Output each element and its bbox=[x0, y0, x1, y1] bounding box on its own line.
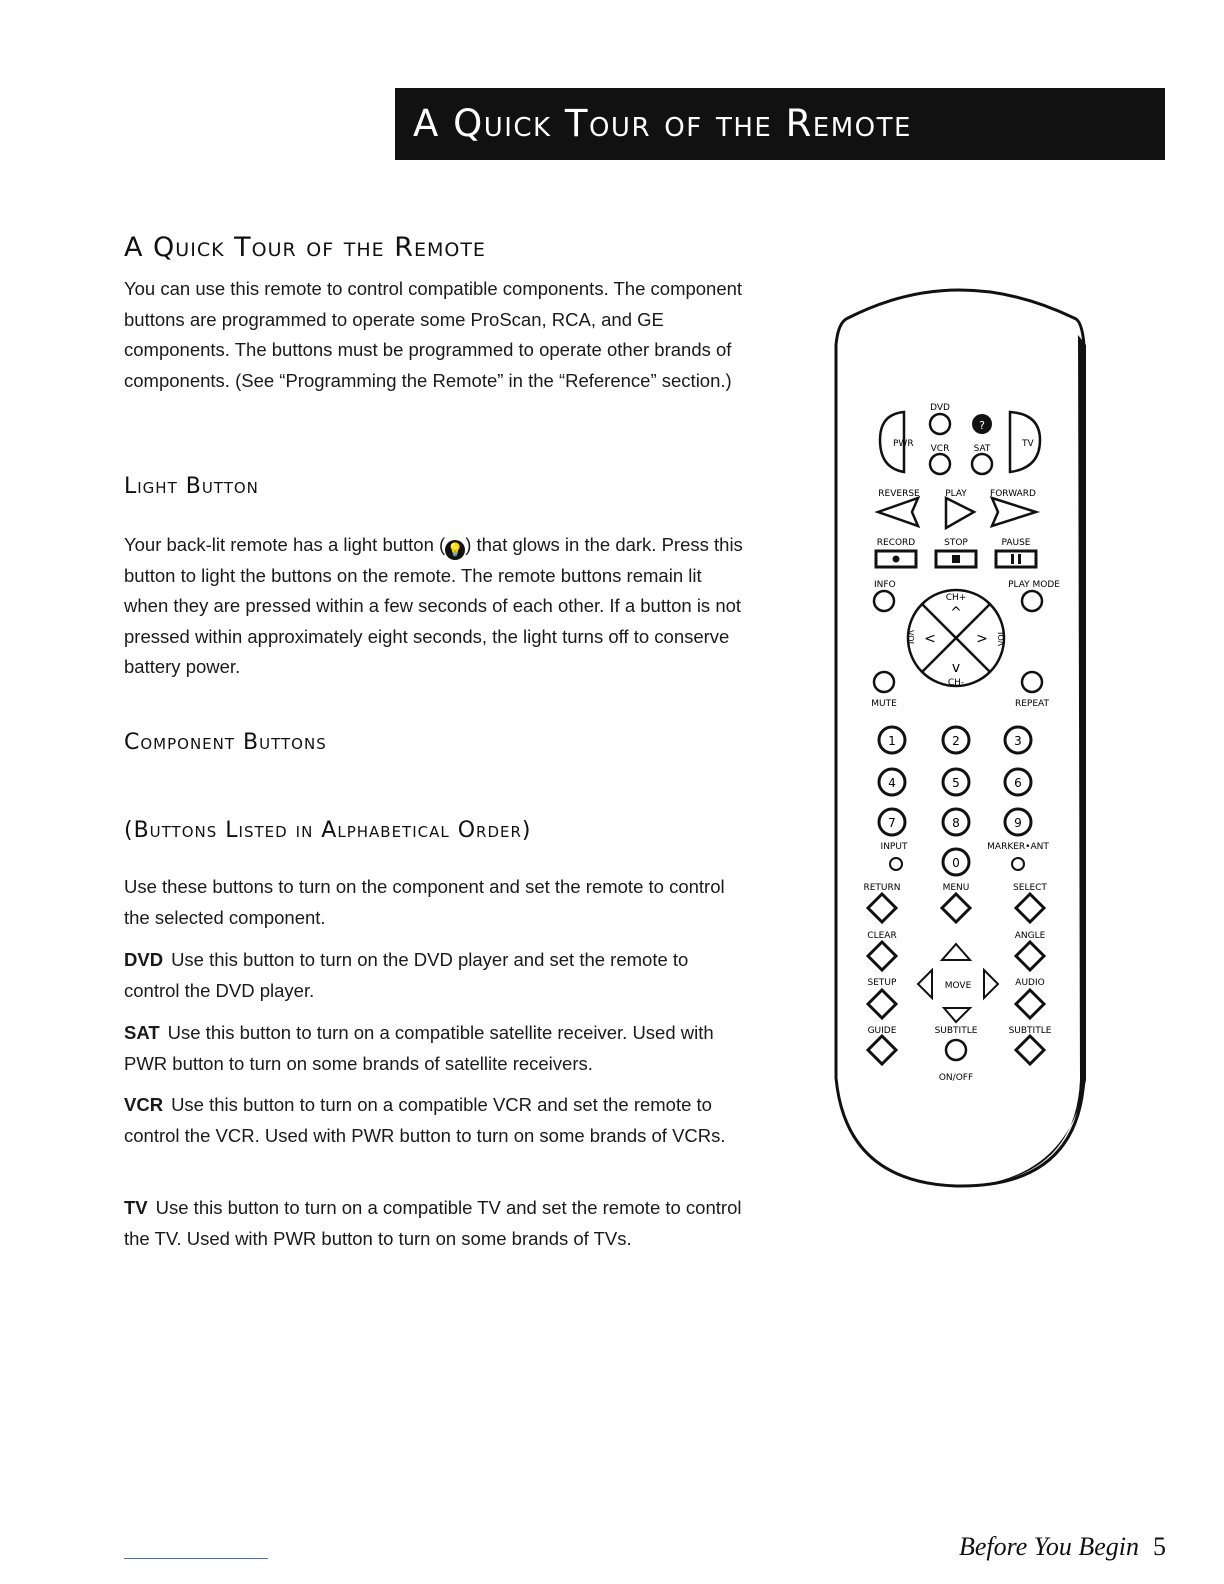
label-select: SELECT bbox=[1013, 883, 1047, 893]
label-on-off: ON/OFF bbox=[938, 1073, 974, 1083]
info-button[interactable] bbox=[874, 591, 894, 611]
digit-2: 2 bbox=[952, 734, 960, 748]
component-item-tv: TV Use this button to turn on a compatible TV and set the remote to control the TV. Used with PWR button to turn on some brands of TVs. bbox=[124, 1197, 742, 1249]
sat-button[interactable] bbox=[972, 454, 992, 474]
light-button-paragraph: Your back-lit remote has a light button ( 💡 ) that glows in the dark. Press this button to light the buttons on the remote. The remote buttons remain lit when they are pressed within a few seconds of each other. If a button is not pressed within approximately eight seconds, the light turns off to conserve battery power. bbox=[124, 534, 743, 678]
digit-7: 7 bbox=[888, 816, 896, 830]
dvd-button[interactable] bbox=[930, 414, 950, 434]
label-play-mode: PLAY MODE bbox=[1008, 580, 1060, 590]
digit-1: 1 bbox=[888, 734, 896, 748]
label-tv: TV bbox=[1022, 439, 1034, 449]
footer-rule bbox=[124, 1558, 268, 1559]
page-footer bbox=[959, 1532, 1166, 1562]
marker-ant-button[interactable] bbox=[1012, 858, 1024, 870]
component-item-vcr: VCR Use this button to turn on a compatible VCR and set the remote to control the VCR. Used with PWR button to turn on some brands of VCRs. bbox=[124, 1094, 726, 1146]
label-subtitle: SUBTITLE bbox=[1008, 1026, 1052, 1036]
label-ch-down: CH- bbox=[947, 678, 965, 688]
label-reverse: REVERSE bbox=[878, 489, 920, 499]
pause-button[interactable] bbox=[996, 551, 1036, 567]
label-play: PLAY bbox=[945, 489, 967, 499]
chevron-right-icon: > bbox=[976, 631, 988, 647]
label-repeat: REPEAT bbox=[1014, 699, 1050, 709]
digit-8: 8 bbox=[952, 816, 960, 830]
label-audio: AUDIO bbox=[1015, 978, 1045, 988]
play-mode-button[interactable] bbox=[1022, 591, 1042, 611]
digit-9: 9 bbox=[1014, 816, 1022, 830]
vcr-button[interactable] bbox=[930, 454, 950, 474]
label-clear: CLEAR bbox=[867, 931, 897, 941]
label-pause: PAUSE bbox=[1001, 538, 1031, 548]
component-item-dvd: DVD Use this button to turn on the DVD player and set the remote to control the DVD player. bbox=[124, 949, 689, 1001]
label-angle: ANGLE bbox=[1014, 931, 1046, 941]
page-number: 5 bbox=[1153, 1532, 1166, 1561]
label-return: RETURN bbox=[863, 883, 901, 893]
input-button[interactable] bbox=[890, 858, 902, 870]
remote-illustration bbox=[830, 270, 1100, 1200]
digit-3: 3 bbox=[1014, 734, 1022, 748]
digit-4: 4 bbox=[888, 776, 896, 790]
digit-6: 6 bbox=[1014, 776, 1022, 790]
label-mute: MUTE bbox=[871, 699, 897, 709]
chevron-left-icon: < bbox=[924, 631, 936, 647]
label-vol-right: VOL bbox=[997, 629, 1006, 647]
light-button-heading: Light Button bbox=[124, 474, 259, 499]
digit-0: 0 bbox=[952, 856, 960, 870]
label-subtitle-on-off: SUBTITLE bbox=[934, 1026, 978, 1036]
label-sat: SAT bbox=[973, 444, 991, 454]
alphabetical-order-heading: (Buttons Listed in Alphabetical Order) bbox=[124, 818, 532, 843]
label-dvd: DVD bbox=[930, 403, 950, 413]
subtitle-on-off-button[interactable] bbox=[946, 1040, 966, 1060]
label-pwr: PWR bbox=[893, 439, 914, 449]
label-vcr: VCR bbox=[930, 444, 950, 454]
label-info: INFO bbox=[874, 580, 896, 590]
chevron-down-icon: v bbox=[951, 660, 961, 676]
label-ch-up: CH+ bbox=[945, 593, 967, 603]
page-banner: A Quick Tour of the Remote bbox=[395, 88, 1165, 160]
label-setup: SETUP bbox=[867, 978, 897, 988]
section-title: A Quick Tour of the Remote bbox=[124, 232, 486, 263]
label-input: INPUT bbox=[880, 842, 908, 852]
bulb-icon: ? bbox=[979, 419, 985, 432]
label-vol-left: VOL bbox=[906, 629, 915, 647]
intro-paragraph: You can use this remote to control compatible components. The component buttons are programmed to operate some ProScan, RCA, and GE components. The buttons must be programmed to operate other brands of components. (See “Programming the Remote” in the “Reference” section.) bbox=[124, 278, 743, 391]
component-item-sat: SAT Use this button to turn on a compatible satellite receiver. Used with PWR button to turn on some brands of satellite receivers. bbox=[124, 1022, 714, 1074]
label-move: MOVE bbox=[944, 981, 972, 991]
label-record: RECORD bbox=[876, 538, 916, 548]
chevron-up-icon: ^ bbox=[950, 605, 962, 621]
label-stop: STOP bbox=[944, 538, 968, 548]
footer-section: Before You Begin bbox=[958, 1532, 1139, 1561]
bulb-icon: 💡 bbox=[445, 540, 465, 560]
component-intro: Use these buttons to turn on the component and set the remote to control the selected component. bbox=[124, 876, 725, 928]
label-forward: FORWARD bbox=[990, 489, 1036, 499]
component-buttons-heading: Component Buttons bbox=[124, 730, 327, 755]
label-marker-ant: MARKER•ANT bbox=[987, 842, 1049, 852]
digit-5: 5 bbox=[952, 776, 960, 790]
repeat-button[interactable] bbox=[1022, 672, 1042, 692]
label-guide: GUIDE bbox=[867, 1026, 897, 1036]
label-menu: MENU bbox=[942, 883, 970, 893]
mute-button[interactable] bbox=[874, 672, 894, 692]
